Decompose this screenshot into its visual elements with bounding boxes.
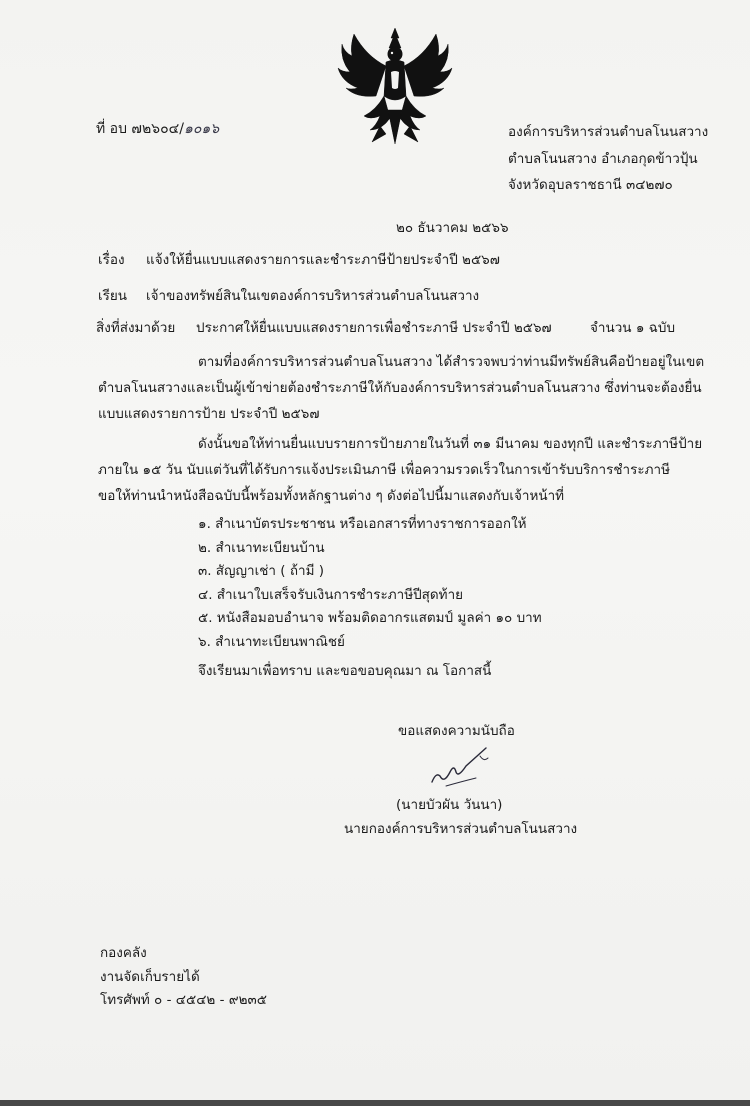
list-item: ๒. สำเนาทะเบียนบ้าน: [198, 540, 325, 556]
paragraph-2-line: ดังนั้นขอให้ท่านยื่นแบบรายการป้ายภายในวันที่ ๓๑ มีนาคม ของทุกปี และชำระภาษีป้าย: [198, 436, 703, 452]
closing-text: จึงเรียนมาเพื่อทราบ และขอขอบคุณมา ณ โอกาสนี้: [198, 663, 492, 679]
scan-edge: [0, 1100, 750, 1106]
regards-text: ขอแสดงความนับถือ: [398, 723, 515, 739]
list-item: ๖. สำเนาทะเบียนพาณิชย์: [198, 634, 345, 650]
subject-text: แจ้งให้ยื่นแบบแสดงรายการและชำระภาษีป้ายประจำปี ๒๕๖๗: [146, 252, 500, 268]
document-number-handwritten: ๑๐๑๖: [183, 121, 220, 137]
attachment-count: จำนวน ๑ ฉบับ: [590, 320, 676, 336]
list-item: ๕. หนังสือมอบอำนาจ พร้อมติดอากรแสตมป์ มูลค่า ๑๐ บาท: [198, 610, 542, 626]
garuda-emblem-icon: [336, 26, 454, 146]
attachment-label: สิ่งที่ส่งมาด้วย: [96, 320, 176, 336]
list-item: ๑. สำเนาบัตรประชาชน หรือเอกสารที่ทางราชการออกให้: [198, 516, 527, 532]
list-item: ๓. สัญญาเช่า ( ถ้ามี ): [198, 563, 325, 579]
paragraph-2-line: ขอให้ท่านนำหนังสือฉบับนี้พร้อมทั้งหลักฐานต่าง ๆ ดังต่อไปนี้มาแสดงกับเจ้าหน้าที่: [98, 488, 565, 504]
footer-department: กองคลัง: [100, 945, 147, 961]
paragraph-1-line: แบบแสดงรายการป้าย ประจำปี ๒๕๖๗: [98, 406, 320, 422]
signature-icon: [426, 742, 496, 792]
sender-address-line-3: จังหวัดอุบลราชธานี ๓๔๒๗๐: [508, 177, 673, 193]
list-item: ๔. สำเนาใบเสร็จรับเงินการชำระภาษีปีสุดท้าย: [198, 587, 464, 603]
letter-date: ๒๐ ธันวาคม ๒๕๖๖: [396, 220, 509, 236]
footer-phone: โทรศัพท์ ๐ - ๔๕๔๒ - ๙๒๓๕: [100, 992, 267, 1008]
recipient-text: เจ้าของทรัพย์สินในเขตองค์การบริหารส่วนตำบลโนนสวาง: [146, 288, 480, 304]
sender-address-line-1: องค์การบริหารส่วนตำบลโนนสวาง: [508, 124, 709, 140]
signer-title: นายกองค์การบริหารส่วนตำบลโนนสวาง: [344, 821, 578, 837]
sender-address-line-2: ตำบลโนนสวาง อำเภอกุดข้าวปุ้น: [508, 151, 698, 167]
paragraph-1-line: ตามที่องค์การบริหารส่วนตำบลโนนสวาง ได้สำรวจพบว่าท่านมีทรัพย์สินคือป้ายอยู่ในเขต: [198, 354, 705, 370]
recipient-label: เรียน: [98, 288, 128, 304]
signer-name: (นายบัวผัน วันนา): [396, 797, 503, 813]
paragraph-2-line: ภายใน ๑๕ วัน นับแต่วันที่ได้รับการแจ้งประเมินภาษี เพื่อความรวดเร็วในการเข้ารับบริการชำระภาษี: [98, 462, 670, 478]
paragraph-1-line: ตำบลโนนสวางและเป็นผู้เข้าข่ายต้องชำระภาษีให้กับองค์การบริหารส่วนตำบลโนนสวาง ซึ่งท่านจะต้องยื่น: [98, 380, 702, 396]
subject-label: เรื่อง: [98, 252, 125, 268]
document-number: ที่ อบ ๗๒๖๐๔/๑๐๑๖: [96, 121, 220, 137]
footer-section: งานจัดเก็บรายได้: [100, 969, 200, 985]
attachment-text: ประกาศให้ยื่นแบบแสดงรายการเพื่อชำระภาษี ประจำปี ๒๕๖๗: [196, 320, 552, 336]
